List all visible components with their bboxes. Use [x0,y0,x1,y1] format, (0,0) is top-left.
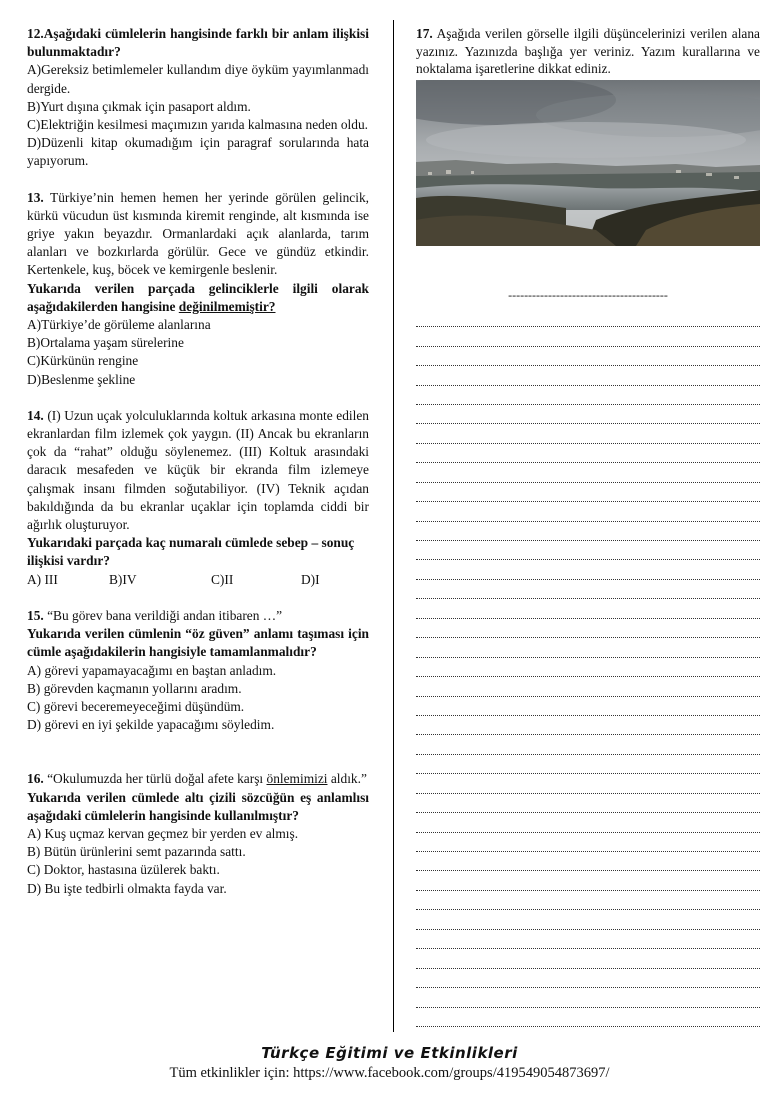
writing-line[interactable] [416,910,760,929]
q12-option-c[interactable]: C)Elektriğin kesilmesi maçımızın yarıda kalmasına neden oldu. [27,117,368,133]
writing-line[interactable] [416,463,760,482]
q17-number: 17. [416,26,433,41]
q13-option-c[interactable]: C)Kürkünün rengine [27,353,139,369]
q12-option-a[interactable]: A)Gereksiz betimlemeler kullandım diye öyküm yayımlanmadı dergide. [27,62,369,96]
writing-line[interactable] [416,891,760,910]
writing-line[interactable] [416,638,760,657]
writing-line[interactable] [416,405,760,424]
q14-text: (I) Uzun uçak yolculuklarında koltuk arkasına monte edilen ekranlardan film izlemek çok yaygın. (II) Ancak bu ekranların çok da “rahat” olduğu söylenemez. (III) Koltuk arasındaki daracık mesafeden ve küçük bir ekranda film izlemeye çalışmak insanı filmden soğutabiliyor. (IV) Teknik açıdan bakıldığında da bu ekranlar uçaklar için toplamda ciddi bir ağırlık oluşturuyor. [27,407,369,533]
q13-text: Türkiye’nin hemen hemen her yerinde görülen gelincik, kürkü vücudun üst kısmında kiremit renginde, alt kısmında ise griye yakın beyazdır. Ormanlardaki açık alanlarda, tarım alanları ve bozkırlarda görülür. Gece ve gündüz etkindir. Kertenkele, kuş, böcek ve kemirgenle beslenir. [27,189,369,278]
q15-option-c[interactable]: C) görevi beceremeyeceğimi düşündüm. [27,698,245,714]
writing-line[interactable] [416,327,760,346]
writing-line[interactable] [416,774,760,793]
question-15 [27,607,369,734]
q16-option-b[interactable]: B) Bütün ürünlerini semt pazarında sattı. [27,844,246,860]
q17-instructions [416,25,760,78]
q13-option-a[interactable]: A)Türkiye’de görüleme alanlarına [27,317,211,333]
right-column [416,25,760,1027]
q15-quote: “Bu görev bana verildiği andan itibaren …” [47,607,283,623]
footer-title: Türkçe Eğitimi ve Etkinlikleri [261,1044,518,1062]
column-divider [393,20,394,1032]
q17-text: Aşağıda verilen görselle ilgili düşüncelerinizi verilen alana yazınız. Yazınızda başlığa yer veriniz. Yazım kurallarına ve noktalama işaretlerine dikkat ediniz. [416,26,760,77]
writing-line[interactable] [416,541,760,560]
q16-underlined-word: önlemimizi [266,771,328,787]
writing-line[interactable] [416,852,760,871]
writing-line[interactable] [416,347,760,366]
writing-line[interactable] [416,424,760,443]
q14-question: Yukarıdaki parçada kaç numaralı cümlede sebep – sonuç ilişkisi vardır? [27,535,355,569]
q14-options [27,571,369,589]
q13-number: 13. [27,189,44,205]
writing-line[interactable] [416,502,760,521]
q16-stem: 16. “Okulumuzda her türlü doğal afete karşı önlemimizi aldık.” [27,771,367,787]
q13-passage [27,189,369,280]
q14-passage [27,407,369,534]
footer-link[interactable]: Tüm etkinlikler için: https://www.facebook.com/groups/419549054873697/ [169,1065,610,1081]
writing-line[interactable] [416,599,760,618]
writing-area[interactable] [416,308,760,1027]
q16-option-d[interactable]: D) Bu işte tedbirli olmakta fayda var. [27,880,227,896]
q15-number: 15. [27,607,44,623]
writing-line[interactable] [416,619,760,638]
writing-line[interactable] [416,833,760,852]
question-17 [416,25,760,78]
q13-underlined-word: değinilmemiştir? [178,298,276,314]
writing-line[interactable] [416,949,760,968]
q15-option-a[interactable]: A) görevi yapamayacağımı en baştan anladım. [27,662,277,678]
q16-question: Yukarıda verilen cümlede altı çizili sözcüğün eş anlamlısı aşağıdaki cümlelerin hangisinde kullanılmıştır? [27,789,369,823]
q15-option-d[interactable]: D) görevi en iyi şekilde yapacağımı söyledim. [27,717,275,733]
q15-stem [27,607,369,625]
q13-option-b[interactable]: B)Ortalama yaşam sürelerine [27,335,184,351]
writing-line[interactable] [416,560,760,579]
question-13 [27,189,369,389]
writing-line[interactable] [416,716,760,735]
q14-option-b[interactable]: B)IV [109,571,137,587]
q16-number: 16. [27,771,44,787]
q13-question: Yukarıda verilen parçada gelinciklerle ilgili olarak aşağıdakilerden hangisine değinilmemiştir? [27,280,369,314]
q12-stem: 12.Aşağıdaki cümlelerin hangisinde farklı bir anlam ilişkisi bulunmaktadır? [27,26,369,60]
writing-line[interactable] [416,969,760,988]
writing-line[interactable] [416,658,760,677]
writing-line[interactable] [416,483,760,502]
question-16 [27,770,369,897]
writing-line[interactable] [416,930,760,949]
writing-line[interactable] [416,580,760,599]
writing-line[interactable] [416,444,760,463]
q15-question: Yukarıda verilen cümlenin “öz güven” anlamı taşıması için cümle aşağıdakilerin hangisiyle tamamlanmalıdır? [27,626,369,660]
q16-option-c[interactable]: C) Doktor, hastasına üzülerek baktı. [27,862,220,878]
city-bay-image [416,80,760,246]
writing-line[interactable] [416,735,760,754]
writing-line[interactable] [416,386,760,405]
q14-number: 14. [27,407,44,423]
writing-line[interactable] [416,677,760,696]
writing-line[interactable] [416,988,760,1007]
writing-line[interactable] [416,522,760,541]
writing-line[interactable] [416,308,760,327]
question-14 [27,407,369,589]
writing-line[interactable] [416,366,760,385]
q13-option-d[interactable]: D)Beslenme şekline [27,371,136,387]
left-column [27,25,369,898]
q14-option-c[interactable]: C)II [211,571,234,587]
q12-option-b[interactable]: B)Yurt dışına çıkmak için pasaport aldım. [27,98,251,114]
writing-line[interactable] [416,697,760,716]
writing-line[interactable] [416,794,760,813]
q12-option-d[interactable]: D)Düzenli kitap okumadığım için paragraf sorularında hata yapıyorum. [27,135,369,169]
q15-option-b[interactable]: B) görevden kaçmanın yollarını aradım. [27,680,242,696]
writing-line[interactable] [416,1008,760,1027]
question-12 [27,25,369,171]
q16-option-a[interactable]: A) Kuş uçmaz kervan geçmez bir yerden ev almış. [27,825,299,841]
writing-line[interactable] [416,813,760,832]
landscape-photo [416,80,760,246]
writing-line[interactable] [416,871,760,890]
q14-option-d[interactable]: D)I [301,571,320,587]
q14-option-a[interactable]: A) III [27,571,58,587]
title-line[interactable]: ---------------------------------------- [508,287,668,302]
writing-line[interactable] [416,755,760,774]
